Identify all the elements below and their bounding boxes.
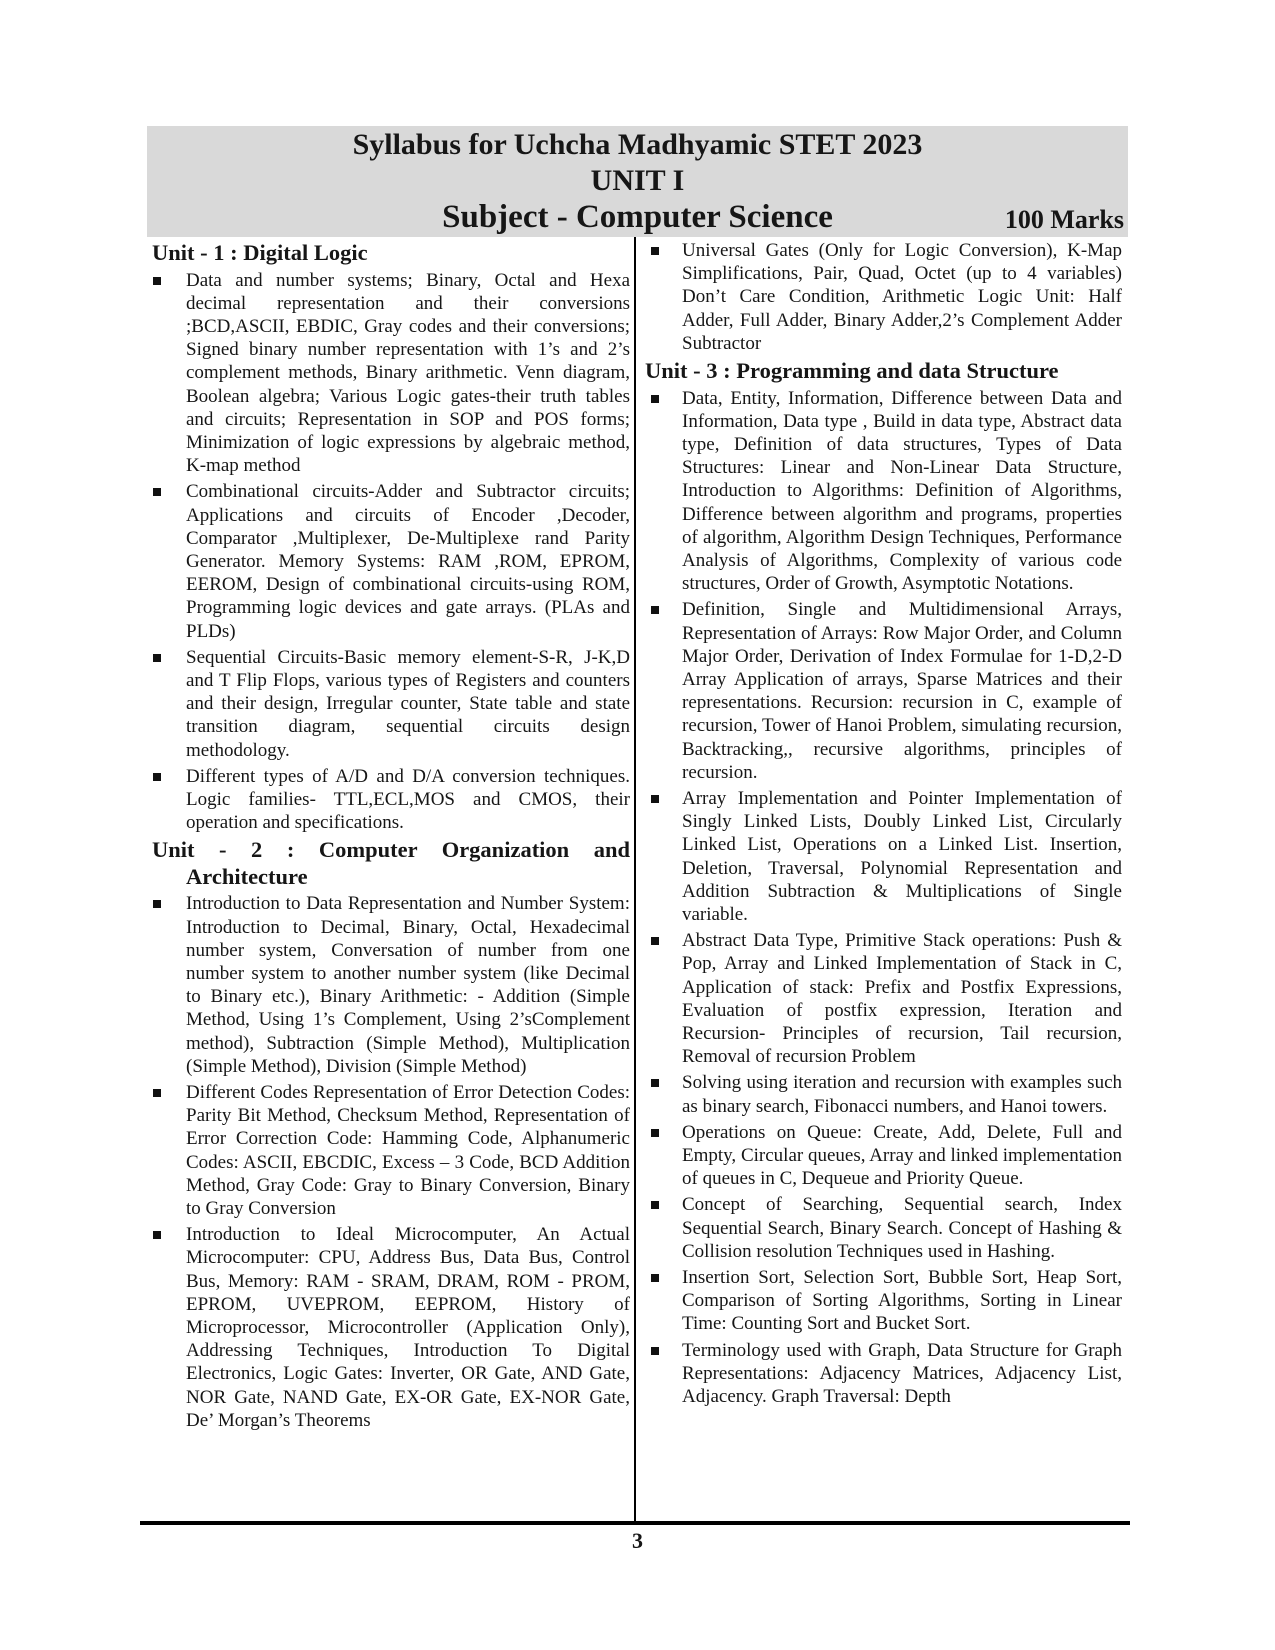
list-item-text: Solving using iteration and recursion with examples such as binary search, Fibonacci numbers, and Hanoi towers. bbox=[682, 1072, 1122, 1117]
list-item-text: Different Codes Representation of Error Detection Codes: Parity Bit Method, Checksum Method, Representation of Error Correction Code: Hamming Code, Alphanumeric Codes: ASCII, EBCDIC, Excess – 3 Code, BCD Addition Method, Gray Code: Gray to Binary Conversion, Binary to Gray Conversion bbox=[186, 1082, 630, 1220]
column-divider-rule bbox=[634, 237, 636, 1522]
list-item-text: Definition, Single and Multidimensional Arrays, Representation of Arrays: Row Major Order, and Column Major Order, Derivation of Index Formulae for 1-D,2-D Array Application of arrays, Sparse Matrices and their representations. Recursion: recursion in C, example of recursion, Tower of Hanoi Problem, simulating recursion, Backtracking,, recursive algorithms, principles of recursion. bbox=[682, 599, 1122, 783]
document-header bbox=[147, 126, 1128, 237]
list-item bbox=[152, 480, 630, 642]
list-item bbox=[152, 646, 630, 762]
subject-title: Subject - Computer Science bbox=[442, 199, 833, 235]
bullet-square-icon bbox=[651, 247, 659, 255]
list-item bbox=[645, 598, 1122, 784]
bullet-square-icon bbox=[651, 1129, 659, 1137]
list-item-text: Sequential Circuits-Basic memory element-S-R, J-K,D and T Flip Flops, various types of Registers and counters and their design, Irregular counter, State table and state transition diagram, sequential circuits design methodology. bbox=[186, 646, 630, 761]
list-item-text: Array Implementation and Pointer Implementation of Singly Linked Lists, Doubly Linked List, Circularly Linked List, Operations on a Linked List. Insertion, Deletion, Traversal, Polynomial Representation and Addition Subtraction & Multiplications of Single variable. bbox=[682, 787, 1122, 925]
footer-rule bbox=[140, 1521, 1130, 1525]
list-item bbox=[152, 1081, 630, 1220]
list-item bbox=[645, 387, 1122, 596]
bullet-square-icon bbox=[651, 1201, 659, 1209]
section-heading-unit-1: Unit - 1 : Digital Logic bbox=[152, 240, 368, 265]
list-item bbox=[152, 892, 630, 1078]
list-item bbox=[645, 929, 1122, 1068]
bullet-square-icon bbox=[153, 1231, 161, 1239]
list-item bbox=[645, 1266, 1122, 1336]
section-heading-unit-2: Unit - 2 : Computer Organization and Architecture bbox=[152, 837, 630, 889]
list-item bbox=[645, 1071, 1122, 1117]
list-item bbox=[152, 269, 630, 478]
page-title: Syllabus for Uchcha Madhyamic STET 2023 bbox=[352, 128, 923, 161]
bullet-square-icon bbox=[153, 654, 161, 662]
list-item-text: Introduction to Ideal Microcomputer, An Actual Microcomputer: CPU, Address Bus, Data Bus, Control Bus, Memory: RAM - SRAM, DRAM, ROM - PROM, EPROM, UVEPROM, EEPROM, History of Microprocessor, Microcontroller (Application Only), Addressing Techniques, Introduction To Digital Electronics, Logic Gates: Inverter, OR Gate, AND Gate, NOR Gate, NAND Gate, EX-OR Gate, EX-NOR Gate, De’ Morgan’s Theorems bbox=[186, 1224, 630, 1431]
list-item bbox=[645, 1339, 1122, 1409]
list-item bbox=[152, 1223, 630, 1432]
list-item-text: Data, Entity, Information, Difference between Data and Information, Data type , Build in data type, Abstract data type, Definition of data structures, Types of Data Structures: Linear and Non-Linear Data Structure, Introduction to Algorithms: Definition of Algorithms, Difference between algorithm and programs, properties of algorithm, Algorithm Design Techniques, Performance Analysis of Algorithms, Complexity of various code structures, Order of Growth, Asymptotic Notations. bbox=[682, 387, 1122, 595]
list-item bbox=[645, 239, 1122, 355]
bullet-square-icon bbox=[153, 1089, 161, 1097]
bullet-square-icon bbox=[651, 606, 659, 614]
bullet-square-icon bbox=[651, 1079, 659, 1087]
left-column bbox=[152, 239, 630, 1435]
list-item-text: Abstract Data Type, Primitive Stack operations: Push & Pop, Array and Linked Implementation of Stack in C, Application of stack: Prefix and Postfix Expressions, Evaluation of postfix expression, Iteration and Recursion- Principles of recursion, Tail recursion, Removal of recursion Problem bbox=[682, 930, 1122, 1068]
list-item-text: Universal Gates (Only for Logic Conversion), K-Map Simplifications, Pair, Quad, Octet (up to 4 variables) Don’t Care Condition, Arithmetic Logic Unit: Half Adder, Full Adder, Binary Adder,2’s Complement Adder Subtractor bbox=[682, 240, 1122, 354]
list-item-text: Data and number systems; Binary, Octal and Hexa decimal representation and their conversions ;BCD,ASCII, EBDIC, Gray codes and their conversions; Signed binary number representation with 1’s and 2’s complement methods, Binary arithmetic. Venn diagram, Boolean algebra; Various Logic gates-their truth tables and circuits; Representation in SOP and POS forms; Minimization of logic expressions by algebraic method, K-map method bbox=[186, 269, 630, 477]
bullet-square-icon bbox=[651, 395, 659, 403]
list-item-text: Introduction to Data Representation and Number System: Introduction to Decimal, Binary, Octal, Hexadecimal number system, Conversation of number from one number system to another number system (like Decimal to Binary etc.), Binary Arithmetic: - Addition (Simple Method, Using 1’s Complement, Using 2’sComplement method), Subtraction (Simple Method), Multiplication (Simple Method), Division (Simple Method) bbox=[186, 893, 630, 1077]
list-item-text: Concept of Searching, Sequential search, Index Sequential Search, Binary Search. Concept of Hashing & Collision resolution Techniques used in Hashing. bbox=[682, 1194, 1122, 1262]
bullet-square-icon bbox=[153, 900, 161, 908]
list-item bbox=[152, 765, 630, 835]
marks-label: 100 Marks bbox=[1004, 205, 1124, 234]
right-column bbox=[645, 239, 1122, 1411]
list-item bbox=[645, 1121, 1122, 1191]
unit-title: UNIT I bbox=[590, 164, 685, 197]
list-item-text: Combinational circuits-Adder and Subtractor circuits; Applications and circuits of Encoder ,Decoder, Comparator ,Multiplexer, De-Multiplexe rand Parity Generator. Memory Systems: RAM ,ROM, EPROM, EEROM, Design of combinational circuits-using ROM, Programming logic devices and gate arrays. (PLAs and PLDs) bbox=[186, 481, 630, 642]
list-item-text: Insertion Sort, Selection Sort, Bubble Sort, Heap Sort, Comparison of Sorting Algorithms, Sorting in Linear Time: Counting Sort and Bucket Sort. bbox=[682, 1267, 1122, 1335]
page-number: 3 bbox=[632, 1528, 643, 1553]
list-item bbox=[645, 787, 1122, 926]
bullet-square-icon bbox=[153, 488, 161, 496]
list-item-text: Different types of A/D and D/A conversion techniques. Logic families- TTL,ECL,MOS and CMOS, their operation and specifications. bbox=[186, 765, 630, 834]
bullet-square-icon bbox=[651, 1347, 659, 1355]
bullet-square-icon bbox=[153, 773, 161, 781]
bullet-square-icon bbox=[651, 795, 659, 803]
bullet-square-icon bbox=[651, 937, 659, 945]
list-item-text: Terminology used with Graph, Data Structure for Graph Representations: Adjacency Matrices, Adjacency List, Adjacency. Graph Traversal: Depth bbox=[682, 1339, 1122, 1408]
list-item-text: Operations on Queue: Create, Add, Delete, Full and Empty, Circular queues, Array and linked implementation of queues in C, Dequeue and Priority Queue. bbox=[682, 1121, 1122, 1190]
list-item bbox=[645, 1193, 1122, 1263]
bullet-square-icon bbox=[651, 1274, 659, 1282]
bullet-square-icon bbox=[153, 277, 161, 285]
section-heading-unit-3: Unit - 3 : Programming and data Structure bbox=[645, 358, 1059, 384]
